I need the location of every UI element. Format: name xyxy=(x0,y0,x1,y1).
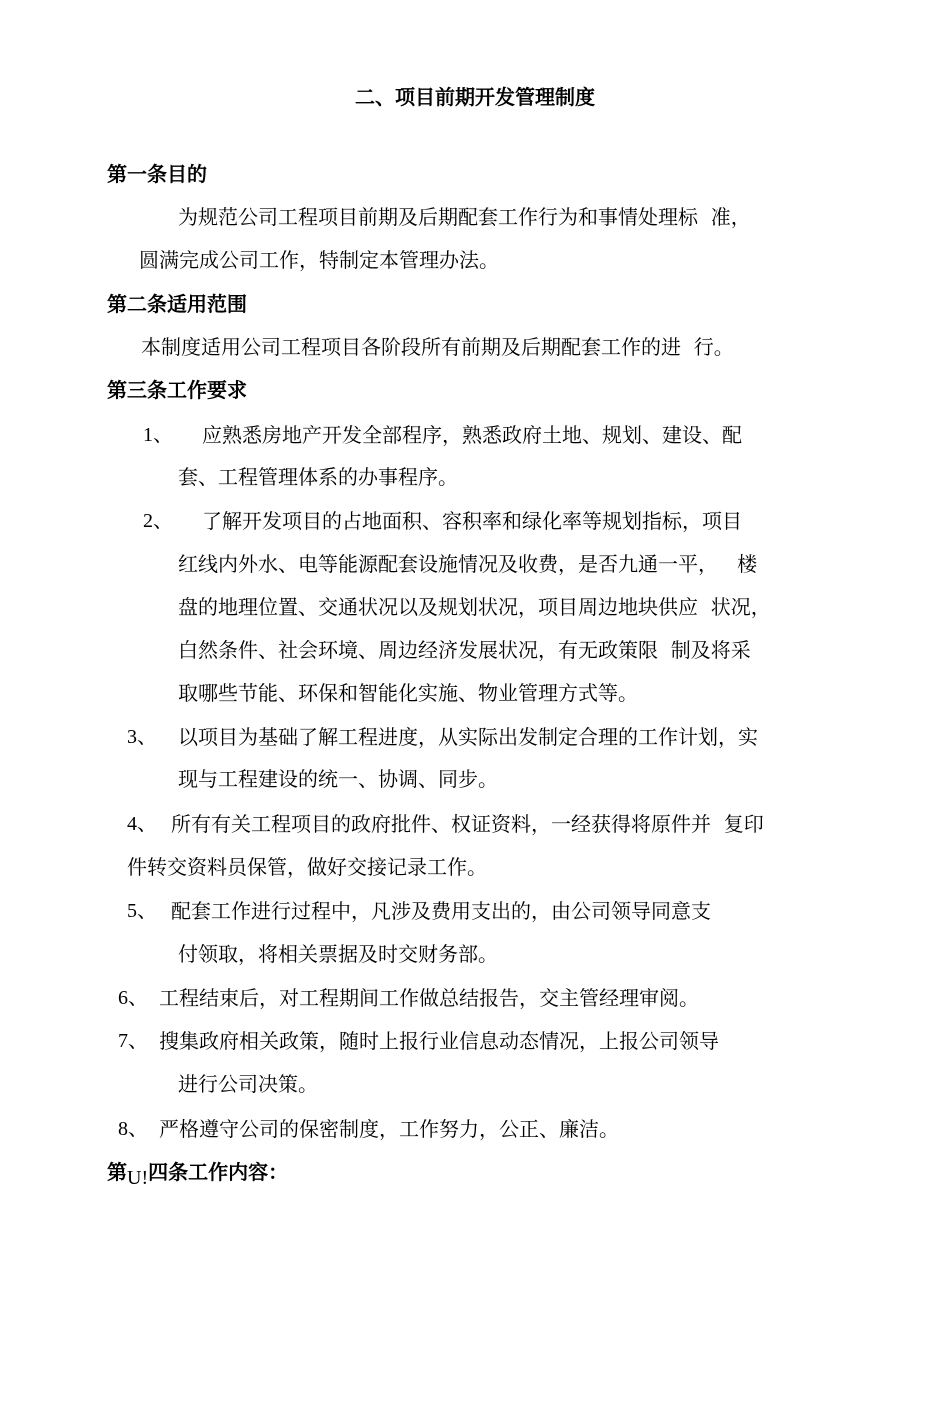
article-2-heading: 第二条适用范围 xyxy=(107,292,247,316)
article-4-heading-suffix: 四条工作内容： xyxy=(148,1160,289,1184)
article-1-line-2: 圆满完成公司工作，特制定本管理办法。 xyxy=(139,248,499,272)
item-5-line-1: 配套工作进行过程中，凡涉及费用支出的，由公司领导同意支 xyxy=(171,899,711,923)
article-2-line-1: 本制度适用公司工程项目各阶段所有前期及后期配套工作的进 行。 xyxy=(141,335,734,359)
item-1-number: 1、 xyxy=(143,424,173,446)
item-3-line-1: 以项目为基础了解工程进度，从实际出发制定合理的工作计划，实 xyxy=(178,725,758,749)
item-2-line-2: 红线内外水、电等能源配套设施情况及收费，是否九通一平， 楼 xyxy=(178,552,758,576)
item-2-line-5: 取哪些节能、环保和智能化实施、物业管理方式等。 xyxy=(178,681,638,705)
item-8-number: 8、 xyxy=(118,1118,148,1140)
item-5-line-2: 付领取，将相关票据及时交财务部。 xyxy=(178,942,498,966)
item-1-line-1: 应熟悉房地产开发全部程序，熟悉政府土地、规划、建设、配 xyxy=(202,423,742,447)
item-2-line-4: 白然条件、社会环境、周边经济发展状况，有无政策限 制及将采 xyxy=(178,638,751,662)
item-7-line-1: 搜集政府相关政策，随时上报行业信息动态情况，上报公司领导 xyxy=(159,1029,719,1053)
item-3-line-2: 现与工程建设的统一、协调、同步。 xyxy=(178,767,498,791)
article-4-heading xyxy=(107,1159,289,1189)
article-3-heading: 第三条工作要求 xyxy=(107,378,247,402)
item-4-number: 4、 xyxy=(127,813,157,835)
article-4-heading-prefix: 第 xyxy=(107,1160,127,1184)
item-6-number: 6、 xyxy=(118,987,148,1009)
item-1-line-2: 套、工程管理体系的办事程序。 xyxy=(178,465,458,489)
item-3-number: 3、 xyxy=(127,726,157,748)
item-6-line-1: 工程结束后，对工程期间工作做总结报告，交主管经理审阅。 xyxy=(159,986,699,1010)
article-1-heading: 第一条目的 xyxy=(107,162,207,186)
page-title: 二、项目前期开发管理制度 xyxy=(355,85,595,109)
item-7-number: 7、 xyxy=(118,1030,148,1052)
item-4-line-1: 所有有关工程项目的政府批件、权证资料，一经获得将原件并 复印 xyxy=(171,812,764,836)
item-2-number: 2、 xyxy=(143,510,173,532)
item-8-line-1: 严格遵守公司的保密制度，工作努力，公正、廉洁。 xyxy=(159,1117,619,1141)
article-4-heading-glitch: U! xyxy=(127,1167,149,1189)
item-2-line-1: 了解开发项目的占地面积、容积率和绿化率等规划指标，项目 xyxy=(202,509,742,533)
article-1-line-1: 为规范公司工程项目前期及后期配套工作行为和事情处理标 准， xyxy=(178,205,751,229)
item-7-line-2: 进行公司决策。 xyxy=(178,1072,318,1096)
item-4-line-2: 件转交资料员保管，做好交接记录工作。 xyxy=(127,855,487,879)
item-5-number: 5、 xyxy=(127,900,157,922)
item-2-line-3: 盘的地理位置、交通状况以及规划状况，项目周边地块供应 状况， xyxy=(178,595,771,619)
